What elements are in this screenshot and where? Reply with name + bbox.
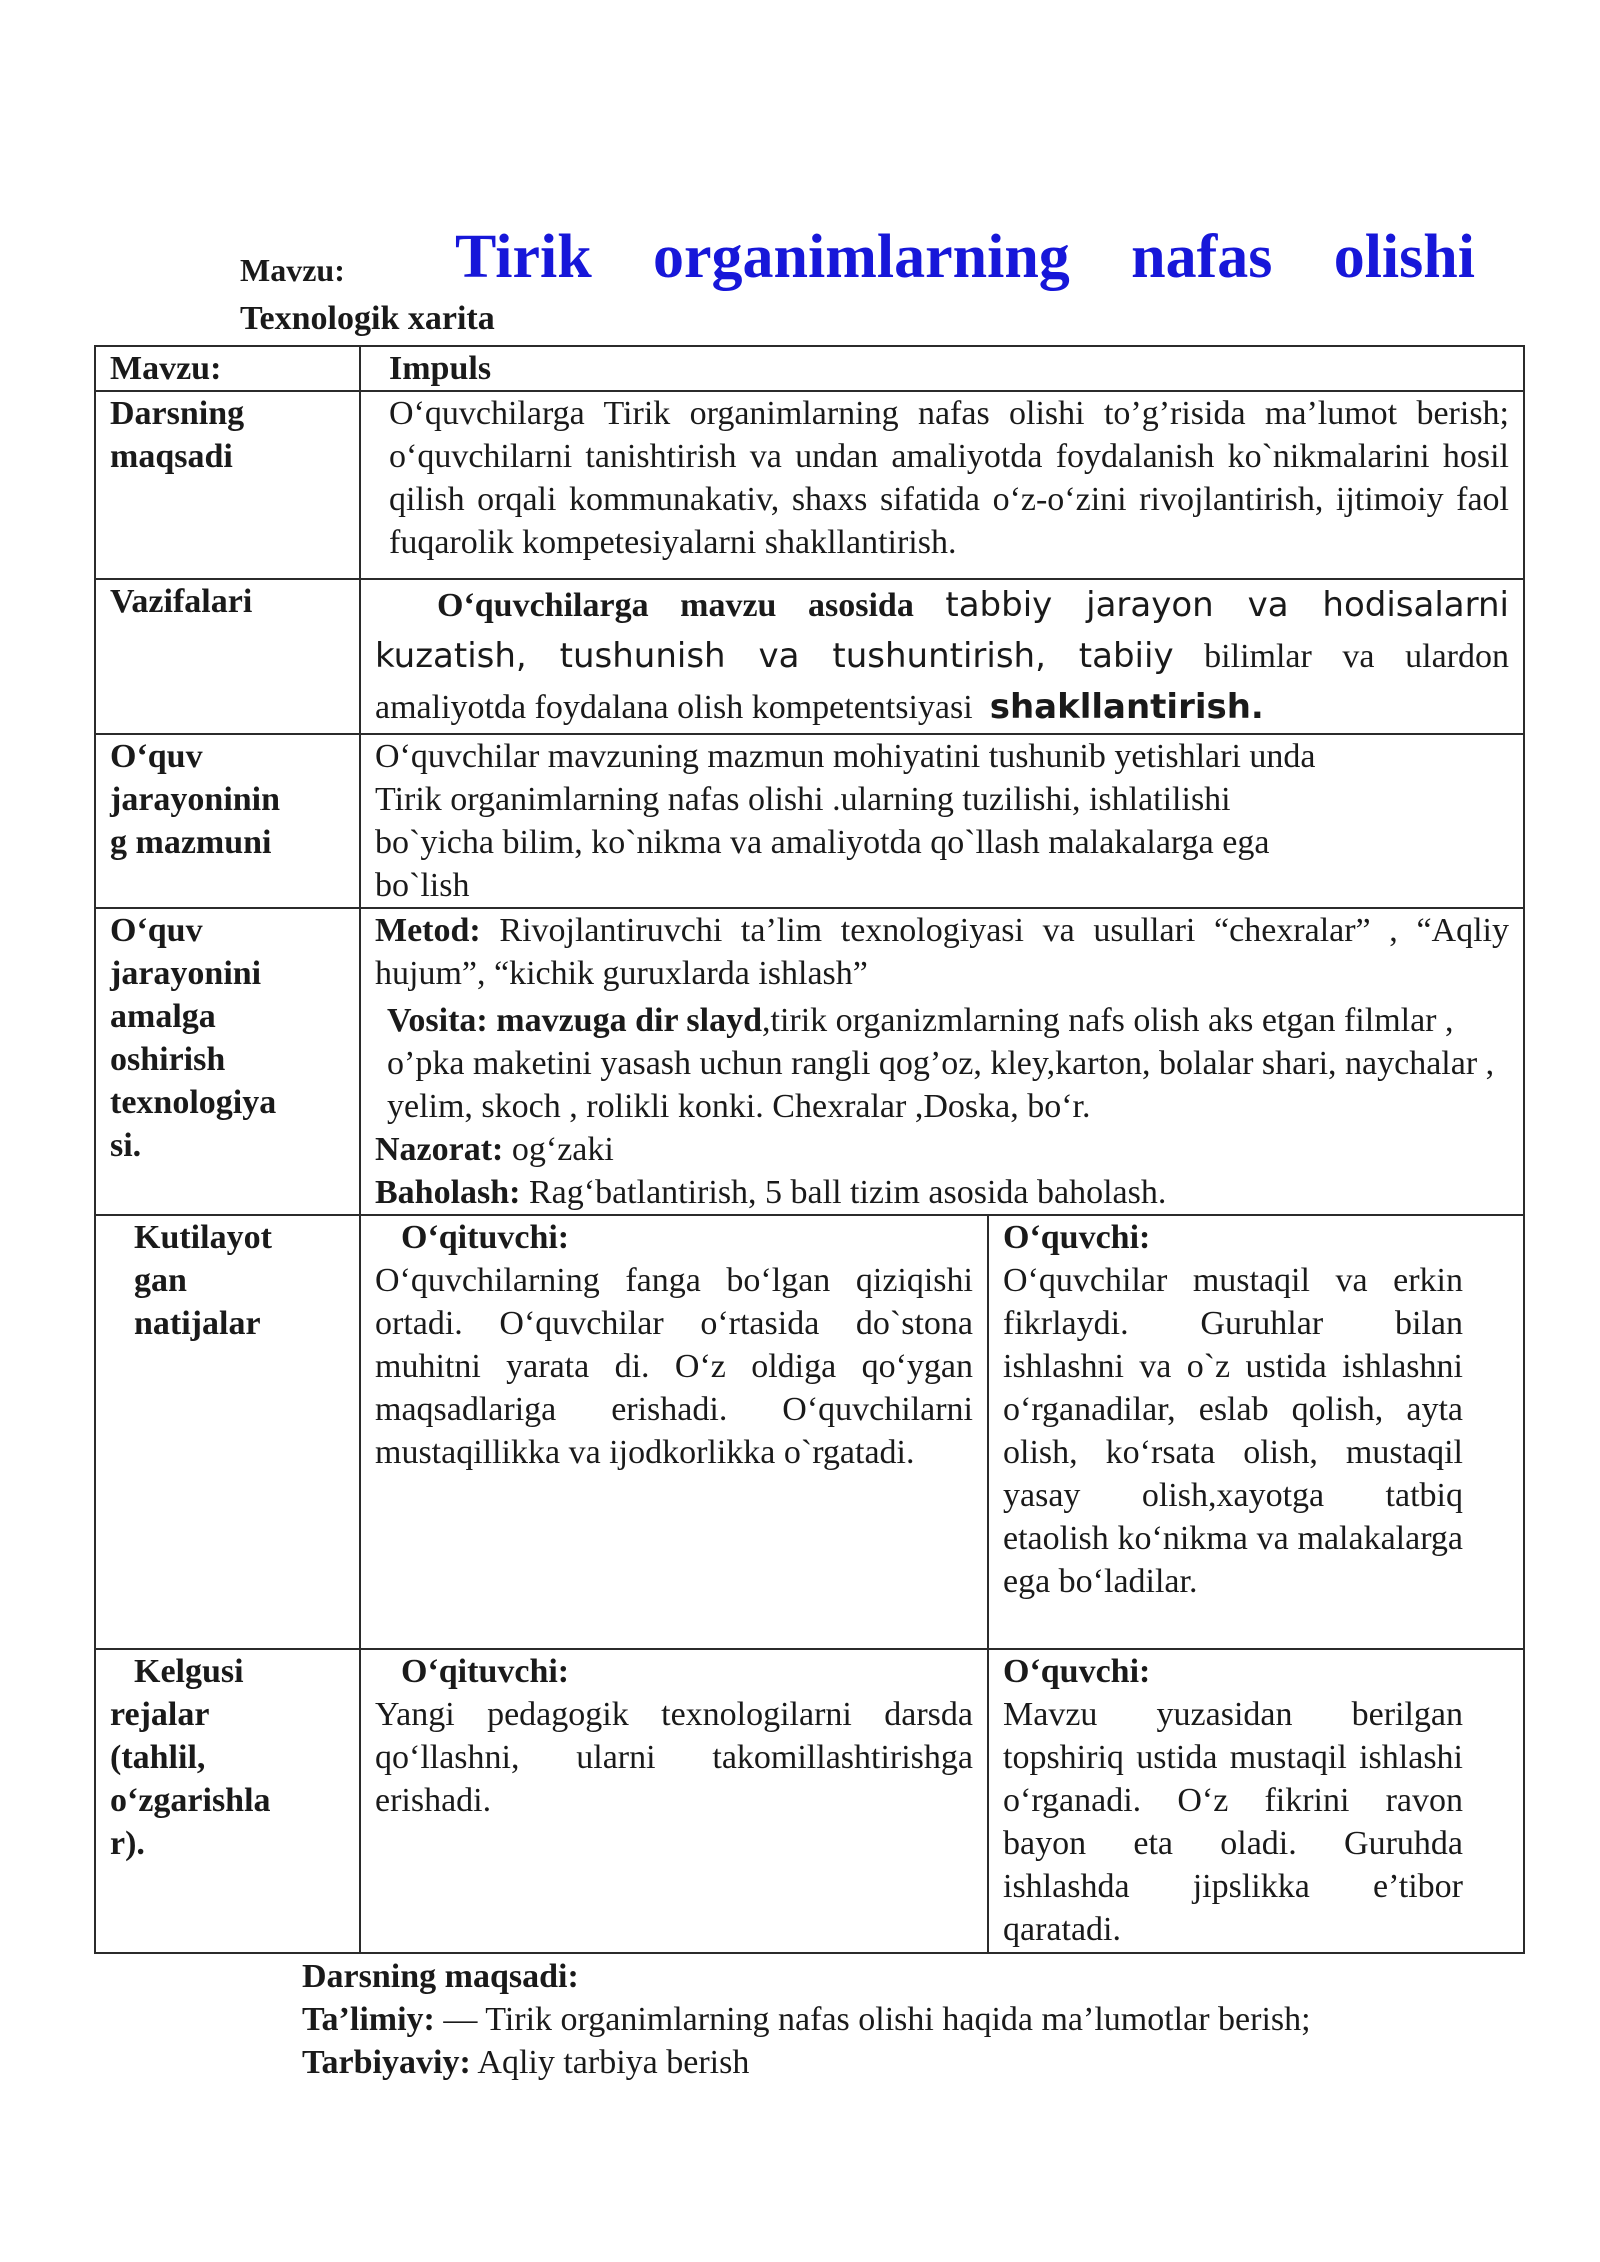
baholash-block: Baholash: Rag‘batlantirish, 5 ball tizim asosida baholash.	[375, 1174, 1167, 1211]
title-word: nafas	[1131, 223, 1273, 291]
table-row	[95, 908, 1524, 1215]
vosita-block: Vosita: mavzuga dir slayd,tirik organizmlarning nafs olish aks etgan filmlar , o’pka maketini yasash uchun rangli qog’oz, kley,karton, bolalar shari, naychalar , yelim, skoch , rolikli konki. Chexralar ,Doska, bo‘r.	[387, 1002, 1495, 1125]
student-results: O‘quvchi: O‘quvchilar mustaqil va erkin fikrlaydi. Guruhlar bilan ishlashni va o`z ustida ishlashni o‘rganadilar, eslab qolish, ayta olish, ko‘rsata olish, mustaqil yasay olish,xayotga tatbiq etaolish ko‘nikma va malakalarga ega bo‘ladilar.	[988, 1215, 1524, 1649]
teacher-results: O‘qituvchi: O‘quvchilarning fanga bo‘lgan qiziqishi ortadi. O‘quvchilar o‘rtasida do`stona muhitni yarata di. O‘z oldiga qo‘ygan maqsadlariga erishadi. O‘quvchilarni mustaqillikka va ijodkorlikka o`rgatadi.	[360, 1215, 988, 1649]
table-row	[95, 346, 1524, 391]
tasks-text: O‘quvchilarga mavzu asosida tabbiy jarayon va hodisalarni kuzatish, tushunish va tushuntirish, tabiiy bilimlar va ulardon amaliyotda foydalana olish kompetentsiyasi shakllantirish.	[360, 579, 1524, 734]
topic-value: Impuls	[360, 346, 1524, 391]
student-plans: O‘quvchi: Mavzu yuzasidan berilgan topshiriq ustida mustaqil ishlashi o‘rganadi. O‘z fikrini ravon bayon eta oladi. Guruhda ishlashda jipslikka e’tibor qaratadi.	[988, 1649, 1524, 1953]
row-label: O‘quv jarayoninin g mazmuni	[95, 734, 360, 908]
nazorat-block: Nazorat: og‘zaki	[375, 1131, 614, 1168]
tarbiyaviy-line: Tarbiyaviy: Aqliy tarbiya berish	[302, 2044, 750, 2081]
row-label: Mavzu:	[95, 346, 360, 391]
table-row	[95, 1215, 1524, 1649]
title-word: olishi	[1333, 223, 1475, 291]
title-line	[240, 222, 1490, 302]
document-title	[455, 222, 1475, 293]
goal-text: O‘quvchilarga Tirik organimlarning nafas olishi to’g’risida ma’lumot berish; o‘quvchilarni tanishtirish va undan amaliyotda foydalanish ko`nikmalarini hosil qilish orqali kommunakativ, shaxs sifatida o‘z-o‘zini rivojlantirish, ijtimoiy faol fuqarolik kompetesiyalarni shakllantirish.	[360, 391, 1524, 579]
table-row	[95, 734, 1524, 908]
row-label: Kelgusi rejalar (tahlil, o‘zgarishla r).	[95, 1649, 360, 1953]
teacher-plans: O‘qituvchi: Yangi pedagogik texnologilarni darsda qo‘llashni, ularni takomillashtirishga erishadi.	[360, 1649, 988, 1953]
mavzu-label: Mavzu:	[240, 252, 345, 288]
title-word: Tirik	[455, 223, 592, 291]
section-heading: Darsning maqsadi:	[302, 1958, 579, 1995]
table-row	[95, 1649, 1524, 1953]
table-row	[95, 391, 1524, 579]
row-label: Kutilayot gan natijalar	[95, 1215, 360, 1649]
title-word: organimlarning	[653, 223, 1070, 291]
technology-text	[360, 908, 1524, 1215]
metod-block: Metod: Rivojlantiruvchi ta’lim texnologiyasi va usullari “chexralar” , “Aqliy hujum”, “kichik guruxlarda ishlash”	[375, 912, 1509, 992]
content-text: O‘quvchilar mavzuning mazmun mohiyatini tushunib yetishlari unda Tirik organimlarning nafas olishi .ularning tuzilishi, ishlatilishi bo`yicha bilim, ko`nikma va amaliyotda qo`llash malakalarga ega bo`lish	[360, 734, 1524, 908]
document-subtitle: Texnologik xarita	[240, 300, 495, 337]
lesson-goals-section	[302, 1955, 1311, 2084]
table-row	[95, 579, 1524, 734]
row-label: Vazifalari	[95, 579, 360, 734]
row-label: O‘quv jarayonini amalga oshirish texnologiya si.	[95, 908, 360, 1215]
row-label: Darsning maqsadi	[95, 391, 360, 579]
talimiy-line: Ta’limiy: — Tirik organimlarning nafas olishi haqida ma’lumotlar berish;	[302, 2001, 1311, 2038]
technology-map-table	[94, 345, 1525, 1954]
